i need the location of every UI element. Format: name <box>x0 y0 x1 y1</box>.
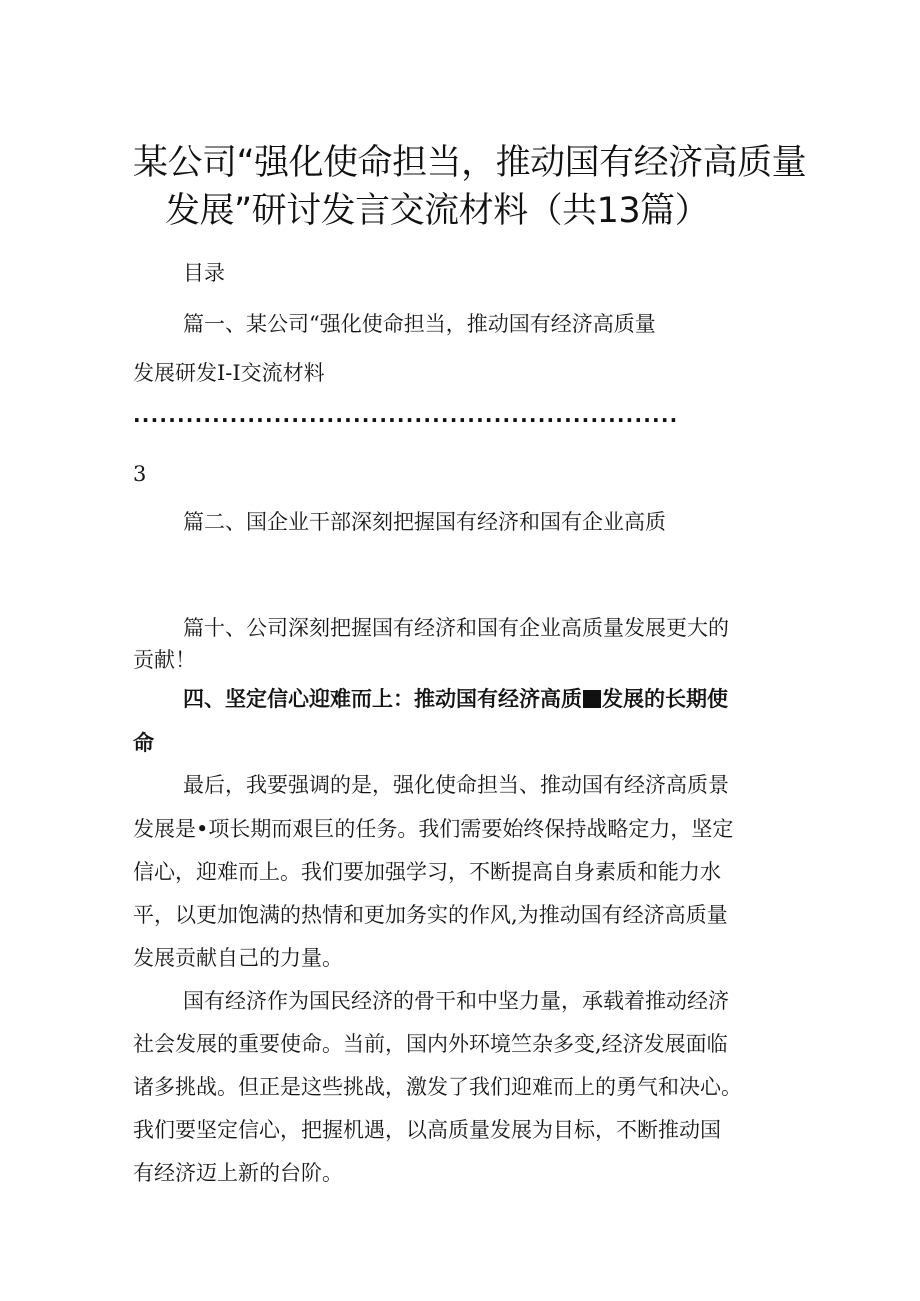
document-title-line-2: 发展”研讨发言交流材料（共13篇） <box>165 191 710 231</box>
section-heading-line-1 <box>183 684 728 714</box>
section-intro-line-1: 篇十、公司深刻把握国有经济和国有企业高质量发展更大的 <box>183 616 729 640</box>
toc-heading: 目录 <box>183 261 225 285</box>
toc-entry-1-line-1: 篇一、某公司“强化使命担当，推动国有经济高质量 <box>183 312 656 336</box>
toc-entry-1-line-2: 发展研发I-I交流材料 <box>133 361 325 385</box>
toc-entry-1-page-number: 3 <box>133 462 147 486</box>
section-intro-line-2: 贡献！ <box>133 648 196 672</box>
paragraph-1-line-5: 发展贡献自己的力量。 <box>133 946 343 970</box>
section-heading-part-1: 四、坚定信心迎难而上：推动国有经济高质 <box>183 687 582 711</box>
document-title-line-1: 某公司“强化使命担当，推动国有经济高质量 <box>133 143 807 183</box>
paragraph-1-line-1: 最后，我要强调的是，强化使命担当、推动国有经济高质景 <box>183 773 729 797</box>
paragraph-1-line-3: 信心，迎难而上。我们要加强学习，不断提高自身素质和能力水 <box>133 860 721 884</box>
paragraph-1-line-4: 平，以更加饱满的热情和更加务实的作风,为推动国有经济高质量 <box>133 903 728 927</box>
toc-dot-leader: .............................................................. <box>133 408 679 422</box>
paragraph-2-line-3: 诸多挑战。但正是这些挑战，激发了我们迎难而上的勇气和决心。 <box>133 1075 742 1099</box>
paragraph-2-line-4: 我们要坚定信心，把握机遇，以高质量发展为目标，不断推动国 <box>133 1118 721 1142</box>
black-square-mark <box>583 690 601 708</box>
paragraph-2-line-1: 国有经济作为国民经济的骨干和中坚力量，承载着推动经济 <box>183 989 729 1013</box>
toc-entry-2-line-1: 篇二、国企业干部深刻把握国有经济和国有企业高质 <box>183 510 666 534</box>
paragraph-2-line-2: 社会发展的重要使命。当前，国内外环境竺杂多变,经济发展面临 <box>133 1032 728 1056</box>
paragraph-2-line-5: 有经济迈上新的台阶。 <box>133 1161 343 1185</box>
section-heading-part-2: 发展的长期使 <box>602 687 728 711</box>
section-heading-line-2: 命 <box>133 731 154 755</box>
paragraph-1-line-2: 发展是•项长期而艰巨的任务。我们需要始终保持战略定力，坚定 <box>133 817 734 841</box>
